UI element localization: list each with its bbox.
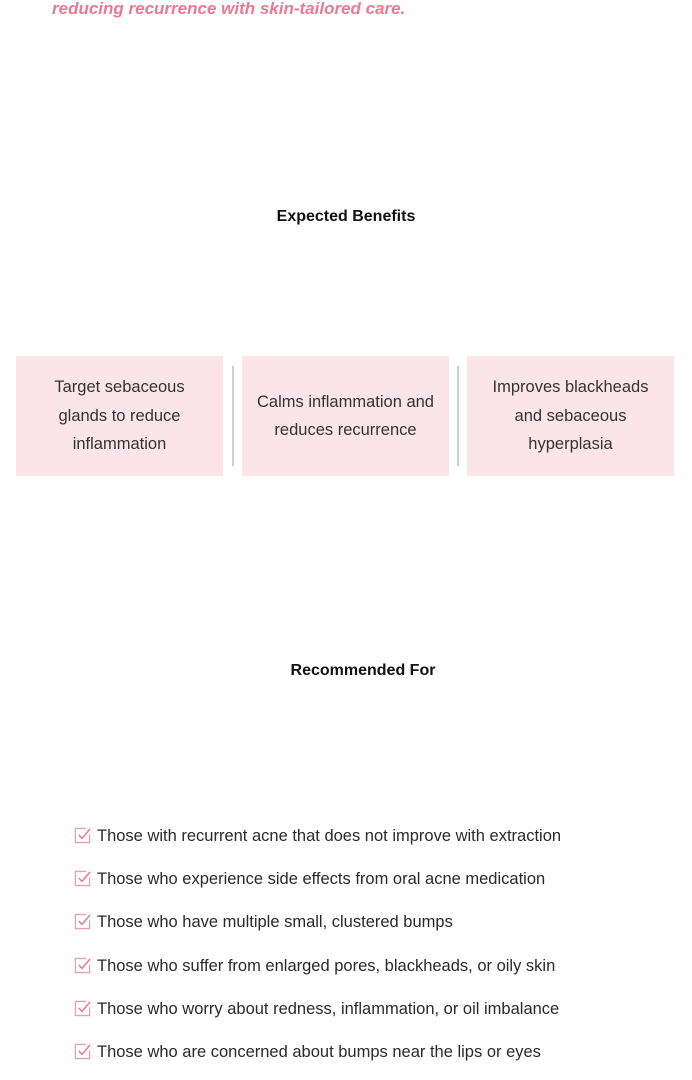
recommended-list (74, 815, 561, 1074)
checkbox-check-icon (74, 913, 91, 930)
list-item-text: Those with recurrent acne that does not improve with extraction (97, 827, 562, 846)
list-item (74, 858, 561, 901)
checkbox-check-icon (74, 827, 91, 844)
intro-tagline: reducing recurrence with skin-tailored care. (52, 0, 406, 18)
list-item-text: Those who worry about redness, inflammation, or oil imbalance (97, 999, 560, 1018)
checkbox-check-icon (74, 870, 91, 887)
benefit-text: Calms inflammation and reduces recurrence (257, 392, 434, 439)
checkbox-check-icon (74, 1000, 91, 1017)
list-item (74, 1031, 561, 1074)
benefits-row (16, 356, 674, 476)
card-divider (457, 366, 459, 466)
list-item-text: Those who experience side effects from oral acne medication (97, 870, 546, 889)
list-item-text: Those who are concerned about bumps near the lips or eyes (97, 1043, 541, 1062)
benefits-title: Expected Benefits (276, 208, 416, 225)
recommended-title: Recommended For (290, 662, 436, 679)
checkbox-check-icon (74, 1043, 91, 1060)
checkbox-check-icon (74, 957, 91, 974)
list-item (74, 945, 561, 988)
list-item-text: Those who have multiple small, clustered bumps (97, 913, 453, 932)
benefit-card-blackheads (467, 356, 674, 476)
benefit-text: Target sebaceous glands to reduce inflammation (54, 378, 185, 454)
list-item (74, 901, 561, 944)
benefit-text: Improves blackheads and sebaceous hyperplasia (492, 378, 649, 454)
benefit-card-sebaceous (16, 356, 223, 476)
benefit-card-calms (242, 356, 449, 476)
card-divider (232, 366, 234, 466)
list-item-text: Those who suffer from enlarged pores, blackheads, or oily skin (97, 956, 556, 975)
list-item (74, 815, 561, 858)
list-item (74, 988, 561, 1031)
